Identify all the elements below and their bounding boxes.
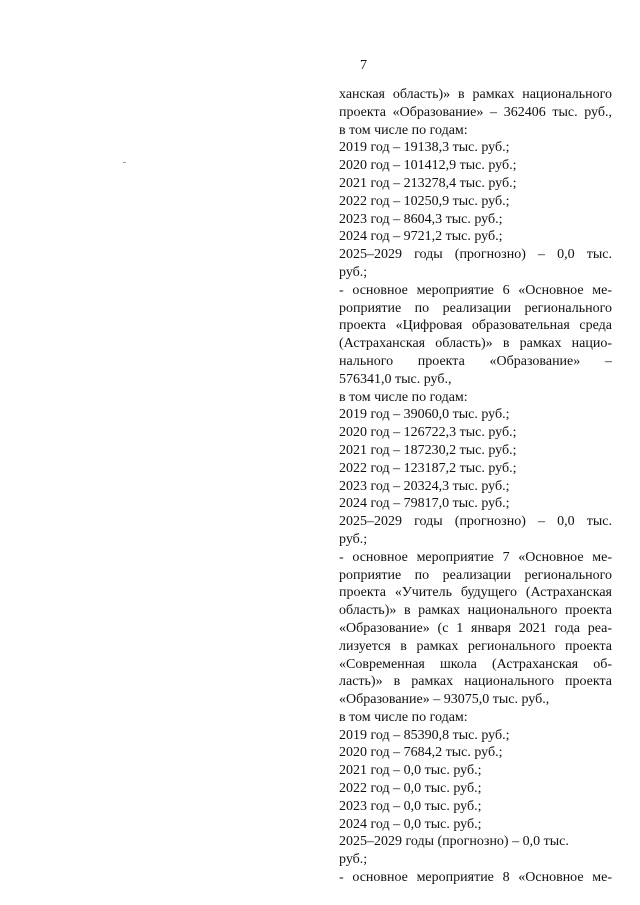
text-line: 2019 год – 85390,8 тыс. руб.; bbox=[339, 727, 510, 743]
text-line: «Образование» (с 1 января 2021 года реа- bbox=[339, 620, 612, 636]
text-line: ханская область)» в рамках национального bbox=[339, 87, 612, 102]
text-line: 2023 год – 8604,3 тыс. руб.; bbox=[339, 211, 503, 227]
text-line: - основное мероприятие 8 «Основное ме- bbox=[339, 870, 612, 886]
text-line: 2022 год – 10250,9 тыс. руб.; bbox=[339, 193, 510, 209]
text-line: проекта «Учитель будущего (Астраханская bbox=[339, 585, 612, 601]
text-line: (Астраханская область)» в рамках нацио- bbox=[339, 336, 612, 352]
page-number: 7 bbox=[360, 58, 367, 73]
text-line: 2025–2029 годы (прогнозно) – 0,0 тыс. bbox=[339, 247, 612, 263]
text-line: 2023 год – 0,0 тыс. руб.; bbox=[339, 798, 482, 814]
text-line: 2024 год – 79817,0 тыс. руб.; bbox=[339, 496, 510, 512]
text-line: 2019 год – 39060,0 тыс. руб.; bbox=[339, 407, 510, 423]
text-line: 2024 год – 9721,2 тыс. руб.; bbox=[339, 229, 503, 245]
text-line: руб.; bbox=[339, 264, 368, 280]
text-line: проекта «Образование» – 362406 тыс. руб., bbox=[339, 104, 612, 120]
text-line: 2021 год – 0,0 тыс. руб.; bbox=[339, 763, 482, 779]
text-line: проекта «Цифровая образовательная среда bbox=[339, 318, 612, 334]
text-line: 2020 год – 101412,9 тыс. руб.; bbox=[339, 158, 517, 174]
text-line: в том числе по годам: bbox=[339, 389, 468, 405]
text-line: «Образование» – 93075,0 тыс. руб., bbox=[339, 692, 550, 708]
text-line: 2024 год – 0,0 тыс. руб.; bbox=[339, 816, 482, 832]
text-line: 2022 год – 0,0 тыс. руб.; bbox=[339, 781, 482, 797]
text-line: нального проекта «Образование» – bbox=[339, 353, 612, 369]
text-line: 2019 год – 19138,3 тыс. руб.; bbox=[339, 140, 510, 156]
text-line: в том числе по годам: bbox=[339, 709, 468, 725]
text-line: роприятие по реализации регионального bbox=[339, 300, 612, 316]
text-line: руб.; bbox=[339, 852, 368, 868]
text-line: 2021 год – 213278,4 тыс. руб.; bbox=[339, 175, 517, 191]
text-line: роприятие по реализации регионального bbox=[339, 567, 612, 583]
text-line: лизуется в рамках регионального проекта bbox=[339, 638, 612, 654]
scan-speck bbox=[123, 162, 126, 163]
text-line: - основное мероприятие 6 «Основное ме- bbox=[339, 282, 612, 298]
document-text-column bbox=[339, 86, 612, 887]
text-line: 2023 год – 20324,3 тыс. руб.; bbox=[339, 478, 510, 494]
text-line: 2025–2029 годы (прогнозно) – 0,0 тыс. bbox=[339, 834, 569, 850]
text-line: руб.; bbox=[339, 531, 368, 547]
text-line: область)» в рамках национального проекта bbox=[339, 603, 612, 619]
text-line: 2020 год – 126722,3 тыс. руб.; bbox=[339, 425, 517, 441]
text-line: в том числе по годам: bbox=[339, 122, 468, 138]
text-line: «Современная школа (Астраханская об- bbox=[339, 656, 612, 672]
text-line: 2025–2029 годы (прогнозно) – 0,0 тыс. bbox=[339, 514, 612, 530]
text-line: 2020 год – 7684,2 тыс. руб.; bbox=[339, 745, 503, 761]
text-line: 576341,0 тыс. руб., bbox=[339, 371, 452, 387]
text-line: 2022 год – 123187,2 тыс. руб.; bbox=[339, 460, 517, 476]
text-line: ласть)» в рамках национального проекта bbox=[339, 674, 612, 690]
text-line: 2021 год – 187230,2 тыс. руб.; bbox=[339, 442, 517, 458]
text-line: - основное мероприятие 7 «Основное ме- bbox=[339, 549, 612, 565]
